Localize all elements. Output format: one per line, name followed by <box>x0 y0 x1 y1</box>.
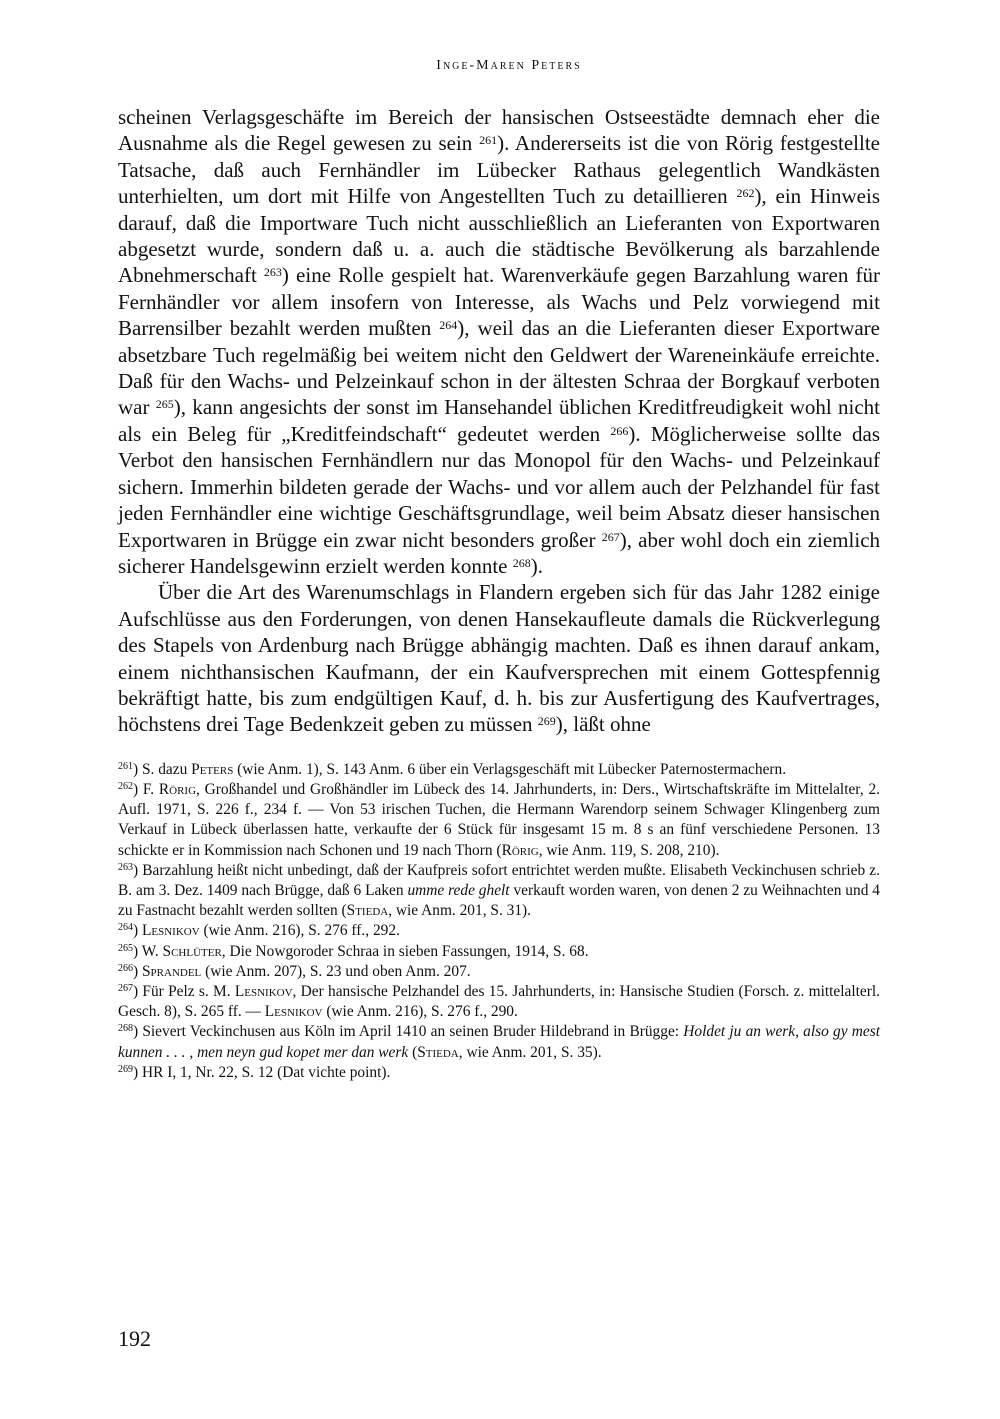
footnote-ref: 266 <box>610 423 629 438</box>
text-run: W. <box>141 942 163 960</box>
text-run: Barzahlung heißt nicht unbedingt, daß der Kaufpreis sofort entrichtet werden mußte. Elisabeth Veckinchusen schrieb z. B. am 3. Dez. 1409 nach Brügge, daß 6 Laken <box>118 861 880 899</box>
text-run: ( <box>408 1043 418 1061</box>
footnote-ref: 268 <box>512 555 531 570</box>
footnote <box>118 962 880 982</box>
text-run: Für Pelz s. M. <box>142 982 235 1000</box>
text-run: ), weil das an die Lieferanten dieser Exportware absetzbare Tuch regelmäßig bei weitem nicht den Geldwert der Wareneinkäufe erreichte. Daß für den Wachs- und Pelzeinkauf schon in der ältesten Schraa der Borgkauf verboten war <box>118 316 880 420</box>
footnote-number-paren: ) <box>133 922 142 940</box>
text-run: S. dazu <box>141 760 192 778</box>
footnote-ref: 261 <box>479 133 498 148</box>
footnotes <box>118 760 880 1083</box>
text-run: ) eine Rolle gespielt hat. Warenverkäufe gegen Barzahlung waren für Fernhändler vor allem insofern von Interesse, als Wachs und Pelz vorwiegend mit Barrensilber bezahlt werden mußten <box>118 263 880 341</box>
author-name: Sprandel <box>141 962 202 980</box>
quotation: Holdet ju an werk, also gy mest kunnen . . . , men neyn gud kopet mer dan werk <box>118 1023 880 1061</box>
footnote <box>118 760 880 780</box>
text-run: ), läßt ohne <box>555 712 651 737</box>
footnote-ref: 269 <box>537 714 556 729</box>
text-run: (wie Anm. 216), S. 276 ff., 292. <box>199 922 400 940</box>
page <box>118 58 880 1083</box>
footnote <box>118 780 880 861</box>
footnote-ref: 263 <box>263 265 282 280</box>
footnote-number: 262 <box>118 780 133 792</box>
text-run: Über die Art des Warenumschlags in Flandern ergeben sich für das Jahr 1282 einige Aufschlüsse aus den Forderungen, von denen Hansekaufleute damals die Rückverlegung des Stapels von Ardenburg nach Brügge abhängig machten. Daß es ihnen darauf ankam, einem nichthansischen Kaufmann, der ein Kaufversprechen mit einem Gottespfennig bekräftigt hatte, bis zum endgültigen Kauf, d. h. bis zur Ausfertigung des Kaufvertrages, höchstens drei Tage Bedenkzeit geben zu müssen <box>118 580 880 737</box>
paragraph <box>118 104 880 579</box>
author-name: Lesnikov <box>141 922 200 940</box>
text-run: (wie Anm. 207), S. 23 und oben Anm. 207. <box>201 962 471 980</box>
text-run: verkauft worden waren, von denen 2 zu Weihnachten und 4 zu Fastnacht bezahlt werden sollten ( <box>118 881 880 920</box>
footnote <box>118 1022 880 1062</box>
text-run: , wie Anm. 119, S. 208, 210). <box>538 841 720 859</box>
text-run: , Der hansische Pelzhandel des 15. Jahrhunderts, in: Hansische Studien (Forsch. z. mittelalterl. Gesch. 8), S. 265 ff. — <box>118 982 880 1021</box>
author-name: Rörig <box>158 780 197 798</box>
body-text <box>118 104 880 738</box>
footnote-number: 268 <box>118 1023 133 1035</box>
author-name: Rörig <box>501 841 539 859</box>
footnote-number: 264 <box>118 922 133 934</box>
footnote-number: 265 <box>118 942 133 954</box>
text-run: (wie Anm. 216), S. 276 f., 290. <box>322 1003 518 1021</box>
text-run: ), kann angesichts der sonst im Hansehandel üblichen Kreditfreudigkeit wohl nicht als ein Beleg für „Kreditfeindschaft“ gedeutet werden <box>118 395 880 446</box>
author-name: Lesnikov <box>264 1003 323 1021</box>
footnote-ref: 267 <box>601 529 620 544</box>
text-run: ). Möglicherweise sollte das Verbot den hansischen Fernhändlern nur das Monopol für den Wachs- und Pelzeinkauf sichern. Immerhin bildeten gerade der Wachs- und vor allem auch der Pelzhandel für fast jeden Fernhändler eine wichtige Geschäftsgrundlage, weil beim Absatz dieser hansischen Exportwaren in Brügge ein zwar nicht besonders großer <box>118 421 880 552</box>
footnote-number-paren: ) <box>133 760 142 778</box>
footnote-number: 261 <box>118 760 133 772</box>
paragraph <box>118 579 880 737</box>
footnote-ref: 265 <box>155 397 174 412</box>
footnote-number-paren: ) <box>133 1023 143 1041</box>
text-run: ), ein Hinweis darauf, daß die Importware Tuch nicht ausschließlich an Lieferanten von Exportwaren abgesetzt wurde, sondern daß u. a. auch die städtische Bevölkerung als barzahlende Abnehmerschaft <box>118 184 880 288</box>
text-run: , Die Nowgoroder Schraa in sieben Fassungen, 1914, S. 68. <box>221 942 589 960</box>
footnote-number: 267 <box>118 982 133 994</box>
text-run: , Großhandel und Großhändler im Lübeck des 14. Jahrhunderts, in: Ders., Wirtschaftskräfte im Mittelalter, 2. Aufl. 1971, S. 226 f., 234 f. — Von 53 irischen Tuchen, die Hermann Warendorp seinem Schwager Klingenberg zum Verkauf in Lübeck überlassen hatte, verkaufte der 6 Stück für insgesamt 15 m. 8 s an fünf verschiedene Personen. 13 schickte er in Kommission nach Schonen und 19 nach Thorn ( <box>118 780 880 859</box>
footnote-number: 263 <box>118 861 133 873</box>
footnote-number-paren: ) <box>133 942 142 960</box>
text-run: ). <box>530 553 544 578</box>
footnote <box>118 982 880 1022</box>
author-name: Peters <box>191 760 234 778</box>
footnote-number-paren: ) <box>133 962 142 980</box>
footnote-number-paren: ) <box>133 861 143 879</box>
text-run: HR I, 1, Nr. 22, S. 12 (Dat vichte point). <box>141 1063 391 1081</box>
text-run: , wie Anm. 201, S. 35). <box>458 1043 602 1061</box>
quotation: umme rede ghelt <box>407 881 510 899</box>
author-name: Stieda <box>346 902 389 920</box>
footnote-number: 266 <box>118 962 133 974</box>
author-name: Schlüter <box>162 942 222 960</box>
text-run: Sievert Veckinchusen aus Köln im April 1410 an seinen Bruder Hildebrand in Brügge: <box>142 1023 684 1041</box>
footnote-number: 269 <box>118 1063 133 1075</box>
text-run: scheinen Verlagsgeschäfte im Bereich der hansischen Ostseestädte demnach eher die Ausnahme als die Regel gewesen zu sein <box>118 105 880 156</box>
footnote <box>118 1063 880 1083</box>
page-number: 192 <box>118 1326 151 1351</box>
footnote <box>118 942 880 962</box>
text-run: ), aber wohl doch ein ziemlich sicherer Handelsgewinn erzielt werden konnte <box>118 527 881 578</box>
author-name: Lesnikov <box>234 982 293 1000</box>
footnote <box>118 861 880 922</box>
footnote-number-paren: ) <box>133 1063 142 1081</box>
running-head: Inge-Maren Peters <box>436 58 582 73</box>
footnote-ref: 262 <box>736 186 755 201</box>
text-run: (wie Anm. 1), S. 143 Anm. 6 über ein Verlagsgeschäft mit Lübecker Paternostermachern. <box>233 760 787 778</box>
footnote <box>118 921 880 941</box>
text-run: , wie Anm. 201, S. 31). <box>388 902 532 920</box>
text-run: F. <box>142 780 159 798</box>
footnote-number-paren: ) <box>133 780 143 798</box>
text-run: ). Andererseits ist die von Rörig festgestellte Tatsache, daß auch Fernhändler im Lübecker Rathaus gelegentlich Wandkästen unterhielten, um dort mit Hilfe von Angestellten Tuch zu detaillieren <box>118 131 880 209</box>
footnote-number-paren: ) <box>133 982 143 1000</box>
footnote-ref: 264 <box>439 318 458 333</box>
author-name: Stieda <box>417 1043 459 1061</box>
